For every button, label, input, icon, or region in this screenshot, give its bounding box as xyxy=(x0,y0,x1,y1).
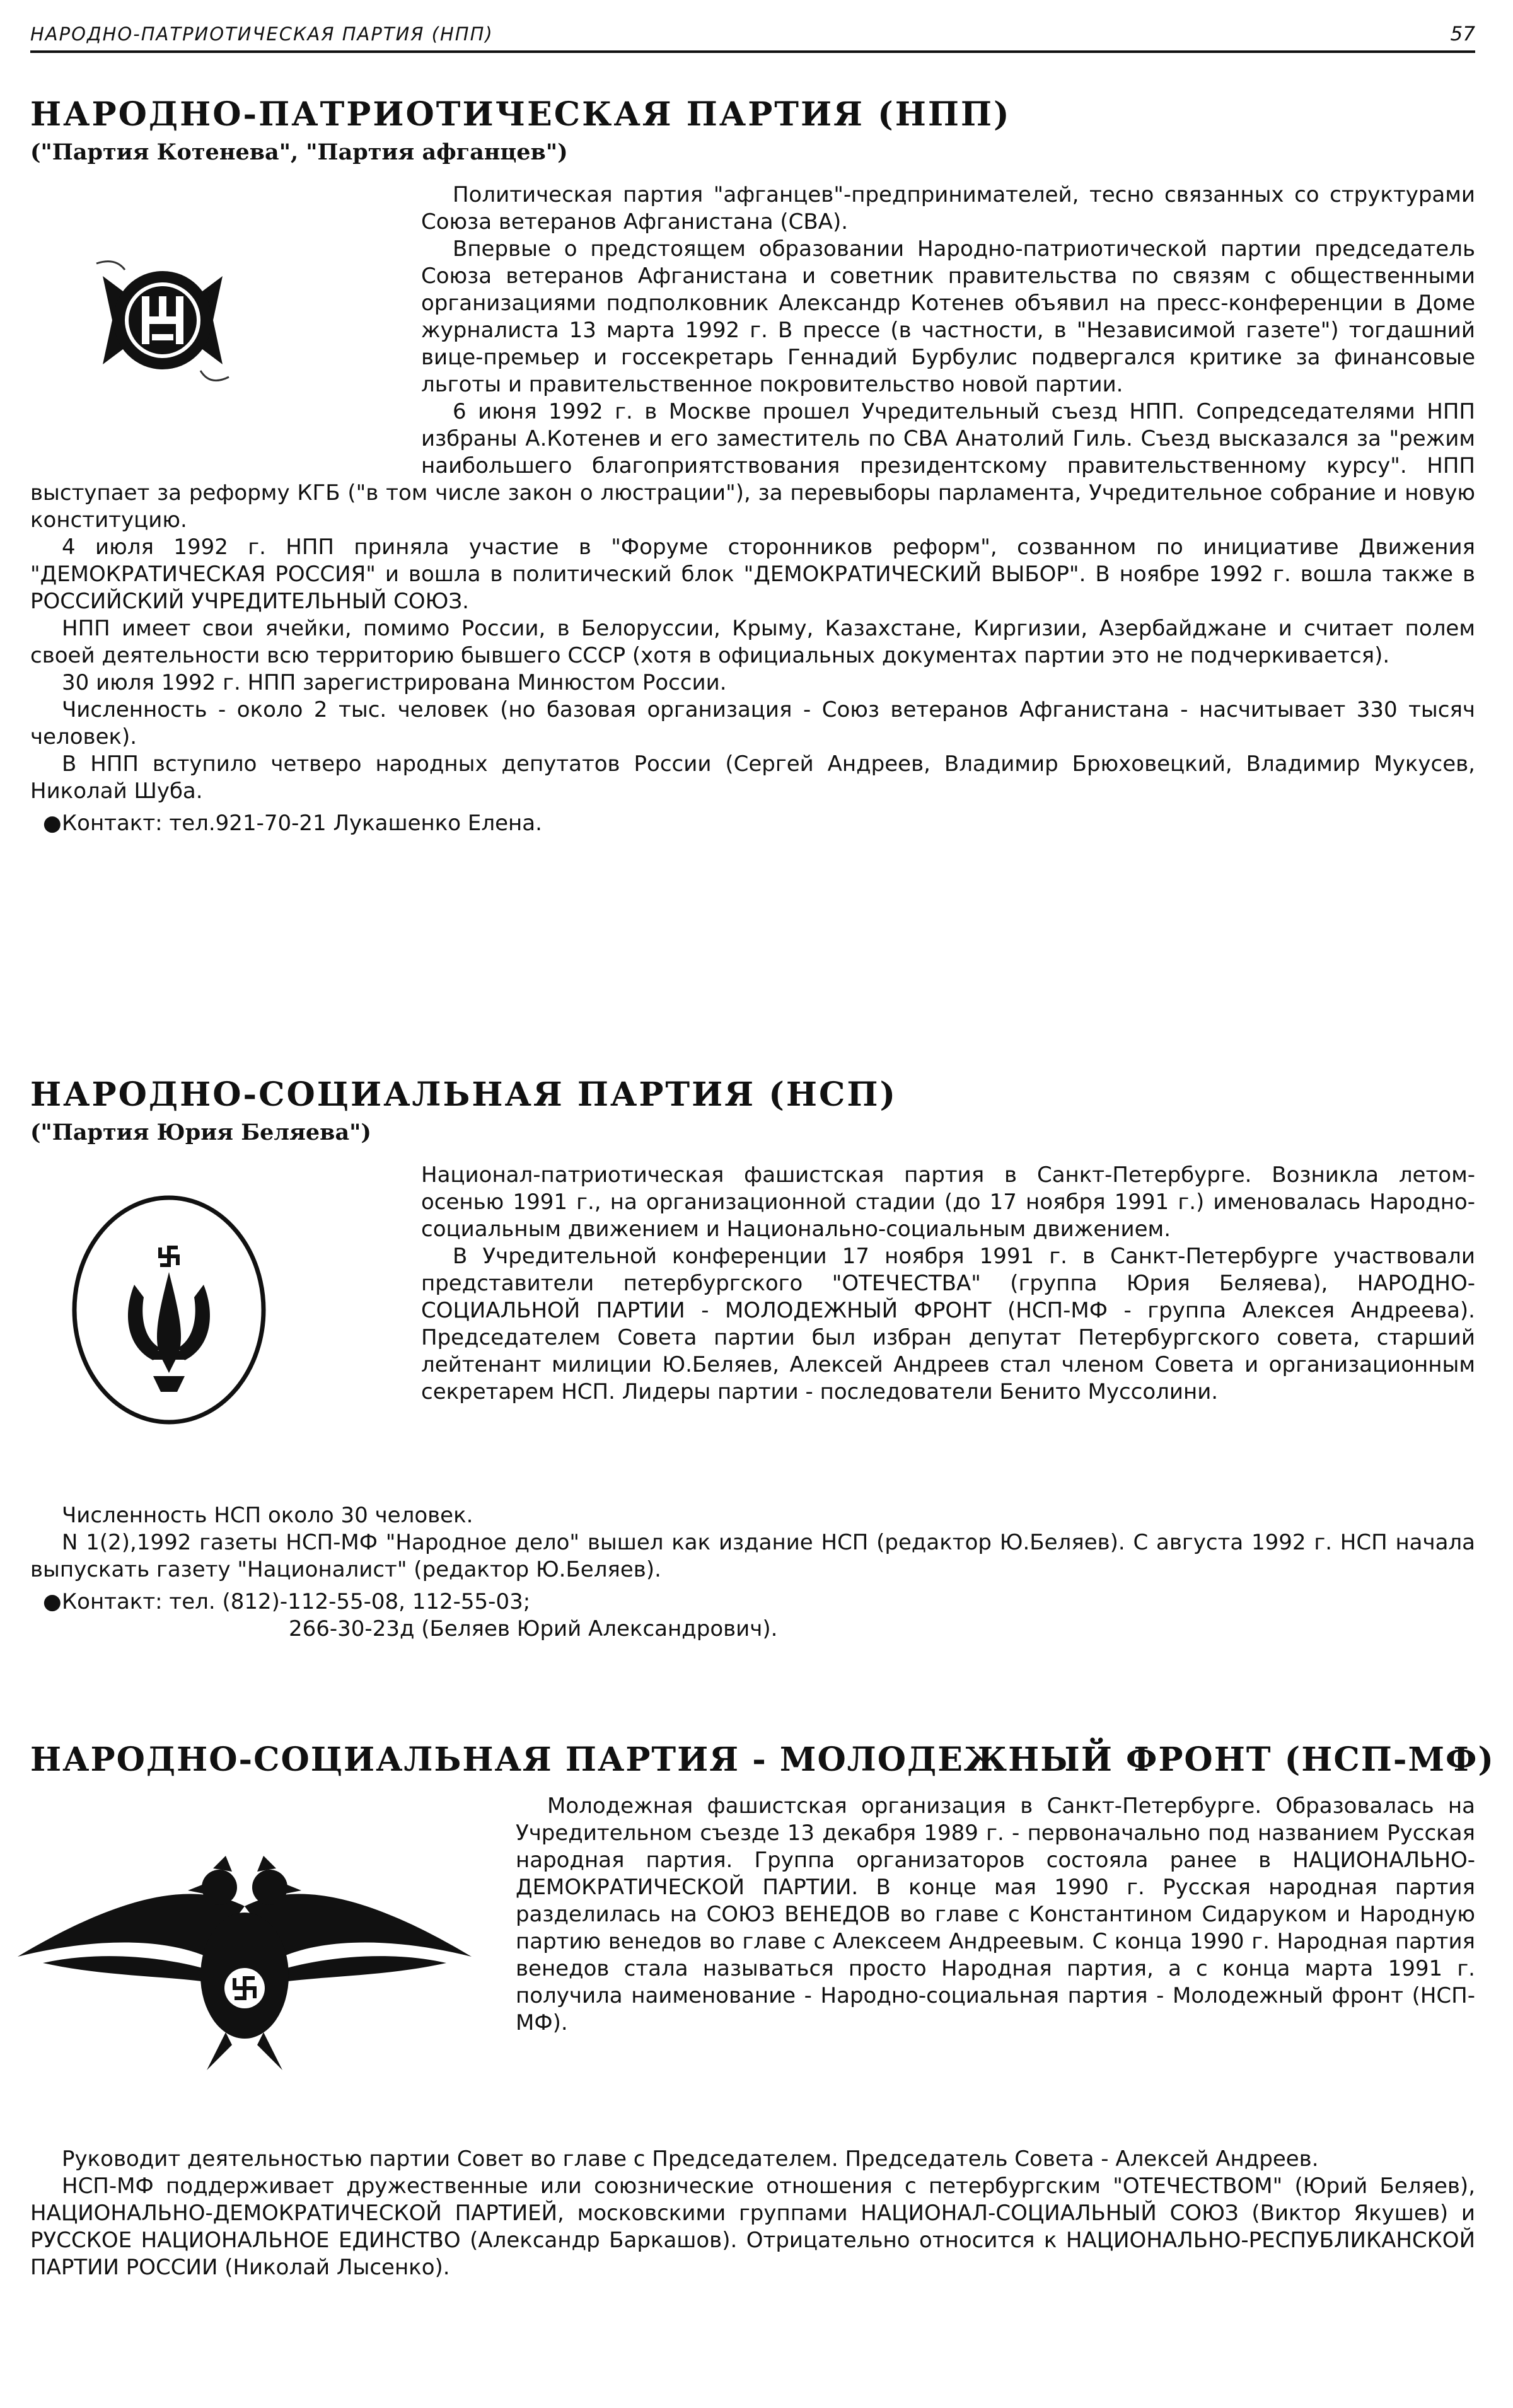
contact-block xyxy=(43,1589,1475,1643)
double-headed-eagle-icon xyxy=(18,1831,472,2108)
contact-line: Контакт: тел. (812)-112-55-08, 112-55-03; xyxy=(62,1589,531,1614)
bullet-icon: ● xyxy=(43,1589,62,1614)
paragraph: 4 июля 1992 г. НПП приняла участие в "Форуме сторонников реформ", созванном по инициативе Движения "ДЕМОКРАТИЧЕСКАЯ РОССИЯ" и вошла в политический блок "ДЕМОКРАТИЧЕСКИЙ ВЫБОР". В ноябре 1992 г. вошла также в РОССИЙСКИЙ УЧРЕДИТЕЛЬНЫЙ СОЮЗ. xyxy=(30,535,1475,614)
section-subtitle: ("Партия Юрия Беляева") xyxy=(30,1120,371,1145)
npp-emblem-icon xyxy=(90,238,235,402)
nsp-mf-eagle-emblem xyxy=(30,1793,516,2146)
paragraph: НСП-МФ поддерживает дружественные или союзнические отношения с петербургским "ОТЕЧЕСТВОМ" (Юрий Беляев), НАЦИОНАЛЬНО-ДЕМОКРАТИЧЕСКОЙ ПАРТИЕЙ, московскими группами НАЦИОНАЛ-СОЦИАЛЬНЫЙ СОЮЗ (Виктор Якушев) и РУССКОЕ НАЦИОНАЛЬНОЕ ЕДИНСТВО (Александр Баркашов). Отрицательно относится к НАЦИОНАЛЬНО-РЕСПУБЛИКАНСКОЙ ПАРТИИ РОССИИ (Николай Лысенко). xyxy=(30,2174,1475,2280)
bullet-icon: ● xyxy=(43,811,62,836)
paragraph: НПП имеет свои ячейки, помимо России, в Белоруссии, Крыму, Казахстане, Киргизии, Азербайджане и считает полем своей деятельности всю территорию бывшего СССР (хотя в официальных документах партии это не подчеркивается). xyxy=(30,616,1475,668)
paragraph: N 1(2),1992 газеты НСП-МФ "Народное дело" вышел как издание НСП (редактор Ю.Беляев). С августа 1992 г. НСП начала выпускать газету "Националист" (редактор Ю.Беляев). xyxy=(30,1530,1475,1582)
nsp-emblem-icon xyxy=(65,1190,273,1430)
paragraph: 30 июля 1992 г. НПП зарегистрирована Минюстом России. xyxy=(62,670,727,695)
paragraph: Численность НСП около 30 человек. xyxy=(62,1503,473,1528)
running-header xyxy=(30,18,1475,53)
paragraph: Молодежная фашистская организация в Санкт-Петербурге. Образовалась на Учредительном съезде 13 декабря 1989 г. - первоначально под названием Русская народная партия. Группа организаторов состояла ранее в НАЦИОНАЛЬНО-ДЕМОКРАТИЧЕСКОЙ ПАРТИИ. В конце мая 1990 г. Русская народная партия разделилась на СОЮЗ ВЕНЕДОВ во главе с Константином Сидаруком и Народную партию венедов во главе с Алексеем Андреевым. С конца 1990 г. Народная партия венедов стала называться просто Народная партия, а с конца марта 1991 г. получила наименование - Народно-социальная партия - Молодежный фронт (НСП-МФ). xyxy=(516,1793,1475,2035)
contact-line: Контакт: тел.921-70-21 Лукашенко Елена. xyxy=(62,811,542,836)
section-body xyxy=(30,1162,1475,1643)
running-title: НАРОДНО-ПАТРИОТИЧЕСКАЯ ПАРТИЯ (НПП) xyxy=(30,23,494,45)
paragraph: Руководит деятельностью партии Совет во главе с Председателем. Председатель Совета - Алексей Андреев. xyxy=(62,2146,1319,2172)
contact-block xyxy=(43,810,1475,837)
section-nsp xyxy=(30,1075,1475,1643)
paragraph: Численность - около 2 тыс. человек (но базовая организация - Союз ветеранов Афганистана - насчитывает 330 тысяч человек). xyxy=(30,697,1475,750)
paragraph: Впервые о предстоящем образовании Народно-патриотической партии председатель Союза ветеранов Афганистана и советник правительства по связям с общественными организациями подполковник Александр Котенев объявил на пресс-конференции в Доме журналиста 13 марта 1992 г. В прессе (в частности, в "Независимой газете") тогдашний вице-премьер и госсекретарь Геннадий Бурбулис подвергался критике за финансовые льготы и правительственное покровительство новой партии. xyxy=(421,236,1475,397)
section-body xyxy=(30,1793,1475,2281)
npp-emblem xyxy=(30,182,421,478)
section-nsp-mf xyxy=(30,1740,1495,2281)
section-body xyxy=(30,182,1475,837)
section-subtitle: ("Партия Котенева", "Партия афганцев") xyxy=(30,139,568,165)
paragraph: Национал-патриотическая фашистская партия в Санкт-Петербурге. Возникла летом-осенью 1991 г., на организационной стадии (до 17 ноября 1991 г.) именовалась Народно-социальным движением и Национально-социальным движением. xyxy=(421,1162,1475,1242)
paragraph: 6 июня 1992 г. в Москве прошел Учредительный съезд НПП. Сопредседателями НПП избраны А.Котенев и его заместитель по СВА Анатолий Гиль. Съезд высказался за "режим наибольшего благоприятствования президентскому правительственному курсу". НПП выступает за реформу КГБ ("в том числе закон о люстрации"), за перевыборы парламента, Учредительное собрание и новую конституцию. xyxy=(30,399,1475,533)
section-title: НАРОДНО-СОЦИАЛЬНАЯ ПАРТИЯ (НСП) xyxy=(30,1075,898,1114)
section-title: НАРОДНО-ПАТРИОТИЧЕСКАЯ ПАРТИЯ (НПП) xyxy=(30,95,1011,134)
section-npp xyxy=(30,95,1475,837)
paragraph: В НПП вступило четверо народных депутатов России (Сергей Андреев, Владимир Брюховецкий, Владимир Мукусев, Николай Шуба. xyxy=(30,751,1475,804)
paragraph: В Учредительной конференции 17 ноября 1991 г. в Санкт-Петербурге участвовали представители петербургского "ОТЕЧЕСТВА" (группа Юрия Беляева), НАРОДНО-СОЦИАЛЬНОЙ ПАРТИИ - МОЛОДЕЖНЫЙ ФРОНТ (НСП-МФ - группа Алексея Андреева). Председателем Совета партии был избран депутат Петербургского совета, старший лейтенант милиции Ю.Беляев, Алексей Андреев стал членом Совета и организационным секретарем НСП. Лидеры партии - последователи Бенито Муссолини. xyxy=(421,1244,1475,1404)
paragraph: Политическая партия "афганцев"-предпринимателей, тесно связанных со структурами Союза ветеранов Афганистана (СВА). xyxy=(421,182,1475,234)
contact-line: 266-30-23д (Беляев Юрий Александрович). xyxy=(289,1616,778,1641)
section-title: НАРОДНО-СОЦИАЛЬНАЯ ПАРТИЯ - МОЛОДЕЖНЫЙ ФРОНТ (НСП-МФ) xyxy=(30,1740,1495,1779)
nsp-emblem xyxy=(30,1162,421,1502)
page-number: 57 xyxy=(1450,23,1475,45)
